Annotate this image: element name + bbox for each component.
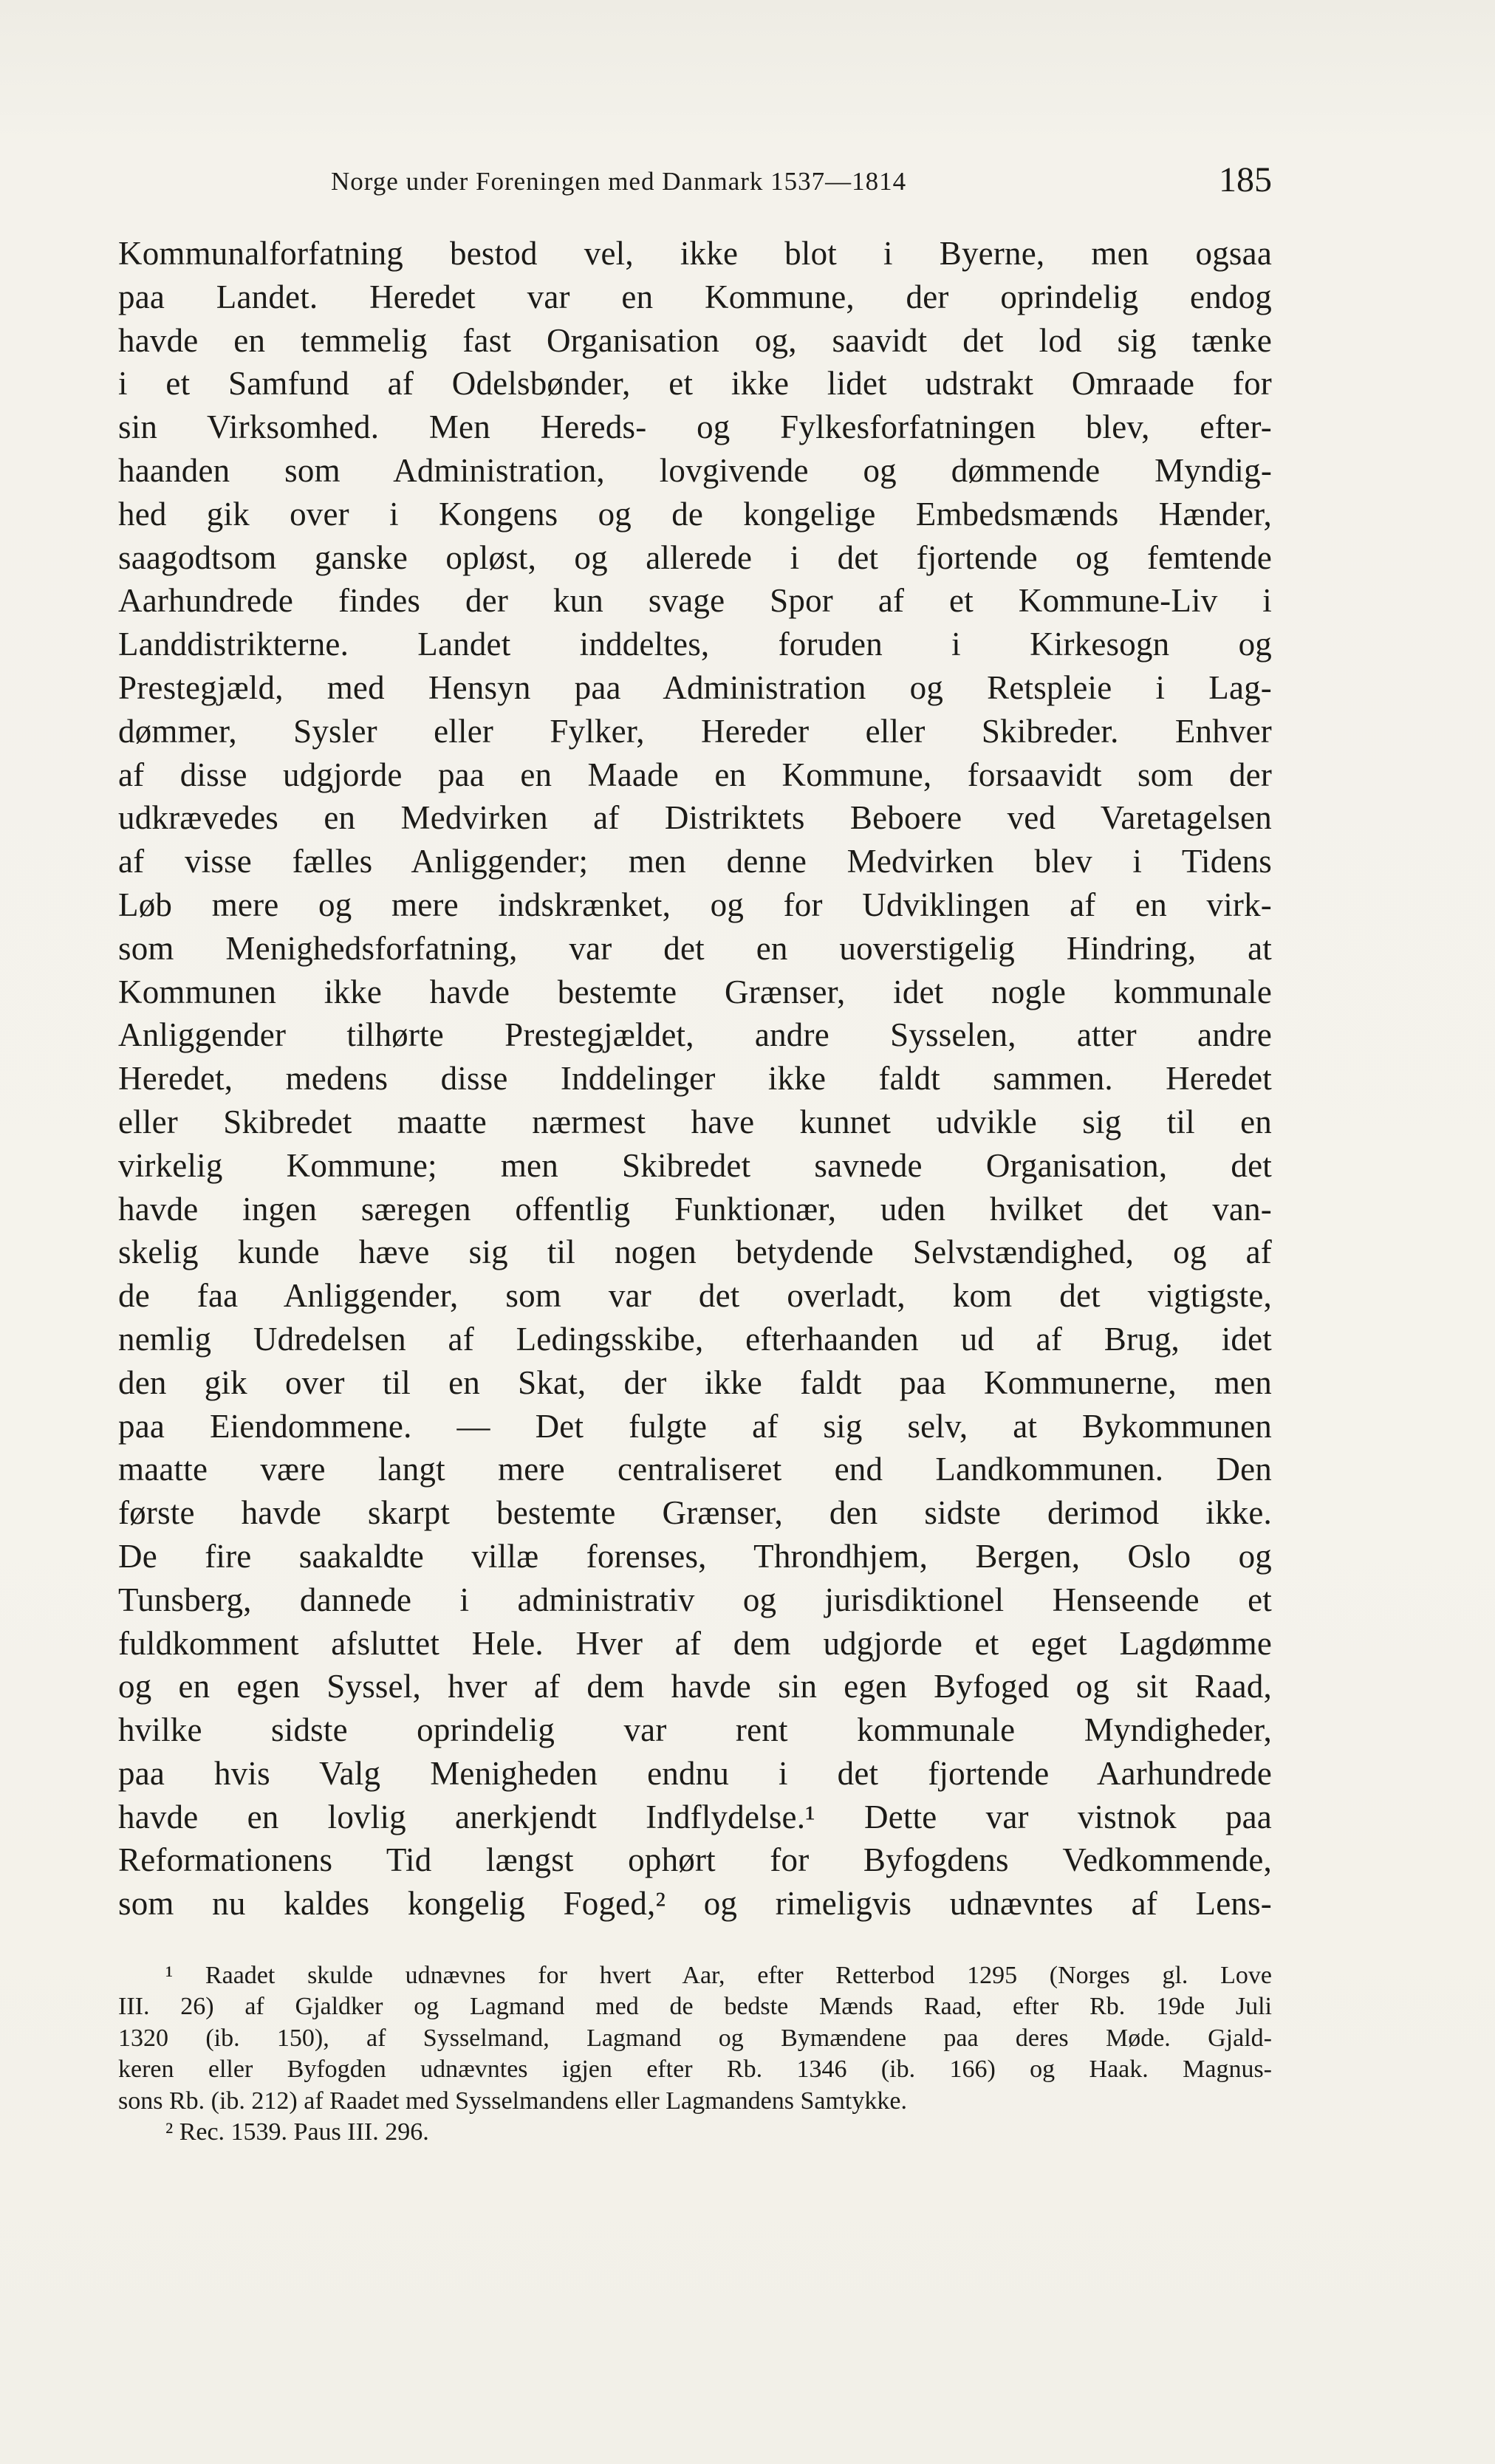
text-line: som Menighedsforfatning, var det en uoverstigelig Hindring, at (118, 929, 1272, 967)
text-line: Løb mere og mere indskrænket, og for Udviklingen af en virk- (118, 886, 1272, 923)
text-line: af visse fælles Anliggender; men denne Medvirken blev i Tidens (118, 843, 1272, 880)
text-line: fuldkomment afsluttet Hele. Hver af dem udgjorde et eget Lagdømme (118, 1624, 1272, 1662)
text-line: eller Skibredet maatte nærmest have kunnet udvikle sig til en (118, 1103, 1272, 1140)
text-line: havde en lovlig anerkjendt Indflydelse.¹ Dette var vistnok paa (118, 1798, 1272, 1835)
text-line: paa Landet. Heredet var en Kommune, der oprindelig endog (118, 278, 1272, 315)
text-line: de faa Anliggender, som var det overladt, kom det vigtigste, (118, 1277, 1272, 1315)
text-line: den gik over til en Skat, der ikke faldt paa Kommunerne, men (118, 1363, 1272, 1401)
footnotes (118, 1960, 1272, 2148)
text-line: havde en temmelig fast Organisation og, saavidt det lod sig tænke (118, 321, 1272, 359)
text-line: saagodtsom ganske opløst, og allerede i det fjortende og femtende (118, 538, 1272, 576)
running-head (118, 160, 1272, 204)
text-line: sin Virksomhed. Men Hereds- og Fylkesforfatningen blev, efter- (118, 408, 1272, 446)
text-line: som nu kaldes kongelig Foged,² og rimeligvis udnævntes af Lens- (118, 1885, 1272, 1923)
text-line: Landdistrikterne. Landet inddeltes, foruden i Kirkesogn og (118, 626, 1272, 663)
text-line: i et Samfund af Odelsbønder, et ikke lidet udstrakt Omraade for (118, 365, 1272, 403)
text-line: virkelig Kommune; men Skibredet savnede Organisation, det (118, 1146, 1272, 1184)
text-line: Heredet, medens disse Inddelinger ikke faldt sammen. Heredet (118, 1060, 1272, 1098)
text-line: første havde skarpt bestemte Grænser, den sidste derimod ikke. (118, 1494, 1272, 1532)
text-line: Anliggender tilhørte Prestegjældet, andre Sysselen, atter andre (118, 1016, 1272, 1054)
text-line: hed gik over i Kongens og de kongelige Embedsmænds Hænder, (118, 495, 1272, 533)
text-line: Prestegjæld, med Hensyn paa Administration og Retspleie i Lag- (118, 668, 1272, 706)
text-line: udkrævedes en Medvirken af Distriktets Beboere ved Varetagelsen (118, 799, 1272, 837)
text-line: skelig kunde hæve sig til nogen betydende Selvstændighed, og af (118, 1233, 1272, 1271)
text-line: dømmer, Sysler eller Fylker, Hereder eller Skibreder. Enhver (118, 712, 1272, 750)
text-line: haanden som Administration, lovgivende og dømmende Myndig- (118, 451, 1272, 489)
text-line: De fire saakaldte villæ forenses, Throndhjem, Bergen, Oslo og (118, 1537, 1272, 1575)
footnote-line: 1320 (ib. 150), af Sysselmand, Lagmand og Bymændene paa deres Møde. Gjald- (118, 2024, 1272, 2052)
text-line: Kommunalforfatning bestod vel, ikke blot i Byerne, men ogsaa (118, 235, 1272, 272)
text-line: og en egen Syssel, hver af dem havde sin egen Byfoged og sit Raad, (118, 1668, 1272, 1705)
text-line: hvilke sidste oprindelig var rent kommunale Myndigheder, (118, 1711, 1272, 1749)
footnote-line: sons Rb. (ib. 212) af Raadet med Sysselmandens eller Lagmandens Samtykke. (118, 2087, 907, 2115)
main-text (118, 232, 1272, 1926)
running-title: Norge under Foreningen med Danmark 1537—1814 (331, 167, 907, 196)
text-line: Tunsberg, dannede i administrativ og jurisdiktionel Henseende et (118, 1581, 1272, 1618)
page-number: 185 (1219, 160, 1272, 199)
footnote-line: ² Rec. 1539. Paus III. 296. (165, 2118, 429, 2146)
footnote-line: keren eller Byfogden udnævntes igjen efter Rb. 1346 (ib. 166) og Haak. Magnus- (118, 2056, 1272, 2084)
text-line: maatte være langt mere centraliseret end Landkommunen. Den (118, 1451, 1272, 1488)
footnote-line: III. 26) af Gjaldker og Lagmand med de bedste Mænds Raad, efter Rb. 19de Juli (118, 1993, 1272, 2021)
text-line: havde ingen særegen offentlig Funktionær, uden hvilket det van- (118, 1190, 1272, 1228)
text-line: Kommunen ikke havde bestemte Grænser, idet nogle kommunale (118, 973, 1272, 1010)
text-line: paa hvis Valg Menigheden endnu i det fjortende Aarhundrede (118, 1754, 1272, 1792)
text-line: paa Eiendommene. — Det fulgte af sig selv, at Bykommunen (118, 1407, 1272, 1445)
text-line: af disse udgjorde paa en Maade en Kommune, forsaavidt som der (118, 756, 1272, 793)
footnote-line: ¹ Raadet skulde udnævnes for hvert Aar, efter Retterbod 1295 (Norges gl. Love (165, 1962, 1272, 1989)
text-line: nemlig Udredelsen af Ledingsskibe, efterhaanden ud af Brug, idet (118, 1320, 1272, 1358)
text-line: Reformationens Tid længst ophørt for Byfogdens Vedkommende, (118, 1841, 1272, 1879)
text-line: Aarhundrede findes der kun svage Spor af et Kommune-Liv i (118, 582, 1272, 620)
